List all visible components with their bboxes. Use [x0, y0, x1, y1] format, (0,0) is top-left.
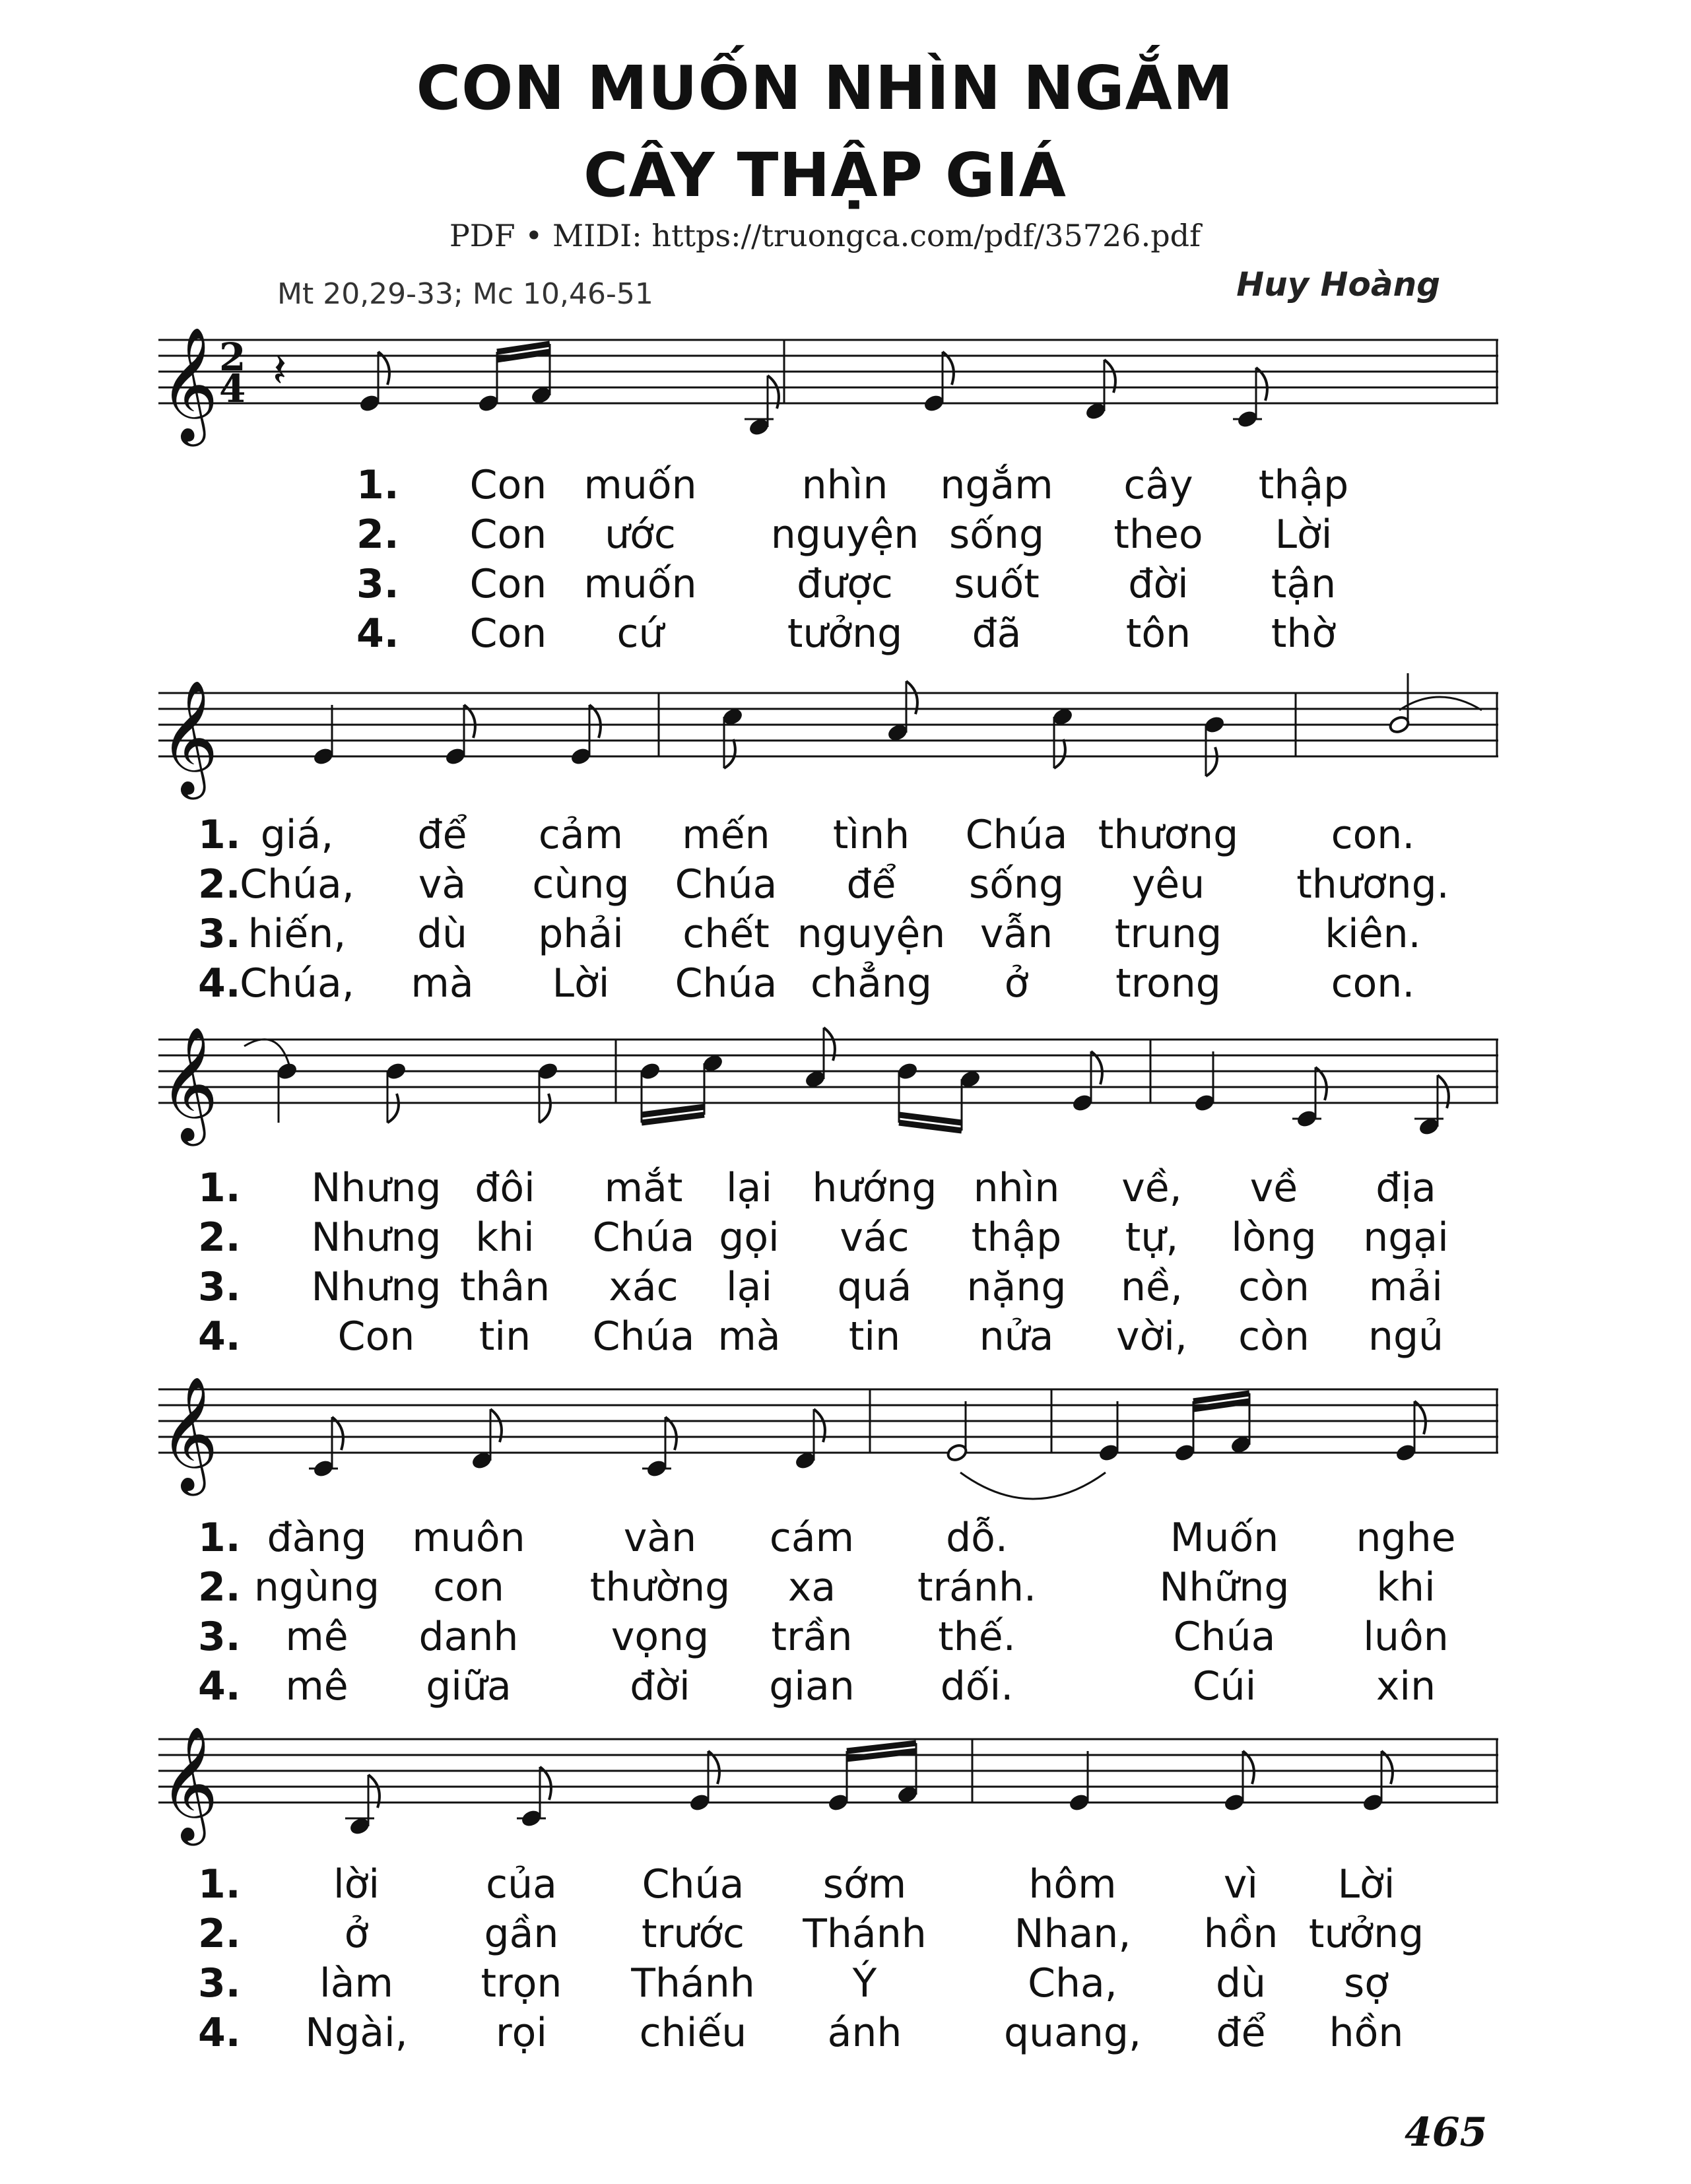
- lyric-syllable: Cha,: [1028, 1960, 1117, 2006]
- verse-line-2: [158, 1564, 1498, 1610]
- verse-line-3: [158, 1614, 1498, 1660]
- lyric-syllable: Con: [469, 512, 547, 558]
- lyric-syllable: Chúa,: [240, 861, 354, 908]
- lyric-syllable: tưởng: [787, 611, 903, 657]
- lyric-syllable: Thánh: [803, 1911, 927, 1957]
- lyric-syllable: yêu: [1131, 861, 1205, 908]
- lyric-syllable: trong: [1115, 960, 1221, 1007]
- lyric-syllable: ngủ: [1368, 1313, 1444, 1360]
- lyric-syllable: vàn: [623, 1515, 697, 1561]
- lyric-syllable: còn: [1238, 1313, 1310, 1360]
- verse-line-3: [158, 911, 1498, 957]
- lyric-syllable: khi: [1376, 1564, 1436, 1610]
- verse-line-4: [158, 2010, 1498, 2056]
- lyric-syllable: sợ: [1344, 1960, 1389, 2006]
- lyric-syllable: mải: [1369, 1264, 1443, 1310]
- lyric-syllable: Cúi: [1192, 1663, 1257, 1709]
- composer-name: Huy Hoàng: [1236, 265, 1440, 304]
- lyric-syllable: đàng: [267, 1515, 367, 1561]
- lyric-syllable: nửa: [979, 1313, 1054, 1360]
- verse-line-3: [158, 1264, 1498, 1310]
- lyric-syllable: xin: [1376, 1663, 1436, 1709]
- verse-number: 2.: [198, 1214, 241, 1261]
- lyric-syllable: con.: [1331, 812, 1415, 858]
- lyric-syllable: Muốn: [1170, 1515, 1279, 1561]
- verse-number: 3.: [198, 1960, 241, 2006]
- verse-number: 4.: [356, 611, 399, 657]
- treble-clef-icon: 𝄞: [160, 1726, 218, 1841]
- lyric-syllable: Con: [469, 462, 547, 508]
- treble-clef-icon: 𝄞: [160, 1026, 218, 1141]
- lyric-syllable: dù: [1215, 1960, 1267, 2006]
- lyric-syllable: Chúa: [642, 1861, 745, 1907]
- lyric-syllable: Nhưng: [311, 1214, 442, 1261]
- verse-number: 4.: [198, 2010, 241, 2056]
- lyric-syllable: nguyện: [770, 512, 919, 558]
- lyric-syllable: và: [418, 861, 467, 908]
- lyric-syllable: gần: [484, 1911, 559, 1957]
- lyric-syllable: chết: [682, 911, 770, 957]
- lyric-syllable: Con: [337, 1313, 415, 1360]
- lyric-syllable: xác: [609, 1264, 679, 1310]
- lyric-syllable: danh: [418, 1614, 519, 1660]
- lyric-syllable: ánh: [827, 2010, 902, 2056]
- lyric-syllable: ngắm: [940, 462, 1053, 508]
- verse-number: 1.: [356, 462, 399, 508]
- lyric-syllable: rọi: [495, 2010, 548, 2056]
- lyric-syllable: thập: [1258, 462, 1349, 508]
- verse-line-2: [158, 512, 1498, 558]
- lyric-syllable: của: [486, 1861, 557, 1907]
- lyric-syllable: cây: [1123, 462, 1193, 508]
- lyric-syllable: lại: [725, 1165, 773, 1211]
- verse-line-2: [158, 1214, 1498, 1261]
- lyric-syllable: Ý: [852, 1960, 877, 2006]
- lyric-syllable: theo: [1113, 512, 1203, 558]
- staff: [158, 1310, 1498, 1491]
- lyric-syllable: đời: [630, 1663, 690, 1709]
- verse-line-1: [158, 1515, 1498, 1561]
- lyric-syllable: luôn: [1363, 1614, 1449, 1660]
- lyric-syllable: muốn: [583, 462, 697, 508]
- lyric-syllable: dối.: [940, 1663, 1014, 1709]
- lyric-syllable: quá: [837, 1264, 912, 1310]
- lyric-syllable: đã: [972, 611, 1022, 657]
- lyric-syllable: cùng: [532, 861, 630, 908]
- staff: [158, 614, 1498, 795]
- lyric-syllable: Nhan,: [1014, 1911, 1131, 1957]
- lyric-syllable: Con: [469, 611, 547, 657]
- lyric-syllable: về,: [1121, 1165, 1182, 1211]
- verse-number: 3.: [356, 561, 399, 607]
- lyric-syllable: thế.: [938, 1614, 1016, 1660]
- lyric-syllable: sống: [948, 512, 1045, 558]
- treble-clef-icon: 𝄞: [160, 680, 218, 795]
- lyric-syllable: nguyện: [797, 911, 946, 957]
- verse-number: 1.: [198, 1861, 241, 1907]
- verse-number: 2.: [198, 1564, 241, 1610]
- lyric-syllable: trần: [771, 1614, 853, 1660]
- lyric-syllable: đôi: [475, 1165, 535, 1211]
- lyric-syllable: về: [1249, 1165, 1298, 1211]
- lyric-syllable: Thánh: [631, 1960, 755, 2006]
- lyric-syllable: Con: [469, 561, 547, 607]
- lyric-syllable: con: [433, 1564, 504, 1610]
- verse-number: 2.: [198, 1911, 241, 1957]
- lyric-syllable: Chúa: [675, 861, 778, 908]
- lyric-syllable: muốn: [583, 561, 697, 607]
- lyric-syllable: ở: [1004, 960, 1029, 1007]
- verse-line-1: [158, 1861, 1498, 1907]
- lyric-syllable: thường: [589, 1564, 731, 1610]
- lyric-syllable: tình: [832, 812, 910, 858]
- lyric-syllable: Nhưng: [311, 1165, 442, 1211]
- lyric-syllable: tin: [848, 1313, 901, 1360]
- lyric-syllable: con.: [1331, 960, 1415, 1007]
- lyric-syllable: dù: [416, 911, 468, 957]
- lyric-syllable: Chúa,: [240, 960, 354, 1007]
- lyric-syllable: cảm: [538, 812, 624, 858]
- lyric-syllable: mà: [717, 1313, 781, 1360]
- lyric-syllable: hôm: [1028, 1861, 1117, 1907]
- lyric-syllable: Nhưng: [311, 1264, 442, 1310]
- lyric-syllable: thân: [459, 1264, 550, 1310]
- staff: [158, 960, 1498, 1141]
- lyric-syllable: Lời: [552, 960, 610, 1007]
- page-number: 465: [1405, 2109, 1488, 2156]
- lyric-syllable: mến: [682, 812, 770, 858]
- lyric-syllable: lời: [333, 1861, 380, 1907]
- lyric-syllable: hồn: [1203, 1911, 1278, 1957]
- lyric-syllable: hiến,: [248, 911, 347, 957]
- lyric-syllable: giá,: [260, 812, 334, 858]
- time-signature: [219, 335, 246, 411]
- lyric-syllable: ngùng: [253, 1564, 380, 1610]
- verse-number: 1.: [198, 812, 241, 858]
- lyric-syllable: nhìn: [801, 462, 888, 508]
- lyric-syllable: hồn: [1329, 2010, 1404, 2056]
- lyric-syllable: chiếu: [639, 2010, 747, 2056]
- lyric-syllable: Chúa: [592, 1214, 695, 1261]
- lyric-syllable: kiên.: [1325, 911, 1421, 957]
- lyric-syllable: Những: [1159, 1564, 1290, 1610]
- lyric-syllable: còn: [1238, 1264, 1310, 1310]
- lyric-syllable: vọng: [611, 1614, 710, 1660]
- verse-line-1: [158, 1165, 1498, 1211]
- lyric-syllable: tránh.: [917, 1564, 1037, 1610]
- lyric-syllable: vời,: [1116, 1313, 1187, 1360]
- lyric-syllable: tôn: [1125, 611, 1191, 657]
- title-line-1: CON MUỐN NHÌN NGẮM: [416, 53, 1234, 123]
- lyric-syllable: trước: [642, 1911, 745, 1957]
- lyric-syllable: cám: [769, 1515, 855, 1561]
- lyric-syllable: gian: [769, 1663, 855, 1709]
- lyric-syllable: trung: [1114, 911, 1222, 957]
- lyric-syllable: để: [846, 861, 896, 908]
- lyric-syllable: dỗ.: [946, 1515, 1008, 1561]
- lyric-syllable: Ngài,: [305, 2010, 408, 2056]
- lyric-syllable: hướng: [812, 1165, 937, 1211]
- lyric-syllable: nhìn: [973, 1165, 1060, 1211]
- lyric-syllable: thập: [971, 1214, 1062, 1261]
- lyric-syllable: tận: [1271, 561, 1337, 607]
- lyric-syllable: tự,: [1125, 1214, 1179, 1261]
- verse-number: 4.: [198, 960, 241, 1007]
- treble-clef-icon: 𝄞: [160, 1376, 218, 1491]
- lyric-syllable: gọi: [719, 1214, 779, 1261]
- lyric-syllable: nề,: [1120, 1264, 1183, 1310]
- lyric-syllable: địa: [1376, 1165, 1436, 1211]
- lyric-syllable: giữa: [426, 1663, 512, 1709]
- lyric-syllable: quang,: [1003, 2010, 1142, 2056]
- lyric-syllable: Chúa: [1173, 1614, 1276, 1660]
- lyric-syllable: khi: [475, 1214, 535, 1261]
- lyric-syllable: xa: [787, 1564, 836, 1610]
- verse-number: 4.: [198, 1663, 241, 1709]
- lyric-syllable: vẫn: [979, 911, 1053, 957]
- verse-line-2: [158, 1911, 1498, 1957]
- treble-clef-icon: 𝄞: [160, 327, 218, 442]
- lyric-syllable: mà: [411, 960, 474, 1007]
- staff: [158, 1660, 1498, 1841]
- verse-line-1: [158, 812, 1498, 858]
- pdf-midi-link[interactable]: PDF • MIDI: https://truongca.com/pdf/35726.pdf: [449, 218, 1201, 253]
- lyric-syllable: ngại: [1363, 1214, 1449, 1261]
- verse-number: 2.: [198, 861, 241, 908]
- lyric-syllable: đời: [1128, 561, 1189, 607]
- lyric-syllable: chẳng: [811, 960, 932, 1007]
- verse-number: 4.: [198, 1313, 241, 1360]
- lyric-syllable: vì: [1223, 1861, 1259, 1907]
- lyric-syllable: mắt: [604, 1165, 683, 1211]
- verse-number: 3.: [198, 911, 241, 957]
- lyric-syllable: tưởng: [1308, 1911, 1424, 1957]
- verse-line-1: [158, 462, 1498, 508]
- lyric-syllable: thờ: [1271, 611, 1337, 657]
- lyric-syllable: để: [417, 812, 467, 858]
- lyric-syllable: Lời: [1275, 512, 1333, 558]
- lyric-syllable: nặng: [966, 1264, 1067, 1310]
- lyric-syllable: Chúa: [965, 812, 1068, 858]
- lyric-syllable: ở: [344, 1911, 369, 1957]
- lyric-syllable: để: [1216, 2010, 1266, 2056]
- svg-text:𝄽: 𝄽: [273, 343, 287, 397]
- lyric-syllable: mê: [285, 1614, 348, 1660]
- lyric-syllable: sống: [968, 861, 1065, 908]
- lyric-syllable: phải: [538, 911, 624, 957]
- lyric-syllable: lòng: [1231, 1214, 1317, 1261]
- staff: [158, 261, 1498, 442]
- lyric-syllable: lại: [725, 1264, 773, 1310]
- verse-number: 2.: [356, 512, 399, 558]
- lyric-syllable: cứ: [616, 611, 664, 657]
- lyric-syllable: được: [797, 561, 893, 607]
- lyric-syllable: thương.: [1296, 861, 1449, 908]
- verse-line-3: [158, 561, 1498, 607]
- lyric-syllable: Lời: [1337, 1861, 1395, 1907]
- lyric-syllable: mê: [285, 1663, 348, 1709]
- verse-number: 3.: [198, 1264, 241, 1310]
- lyric-syllable: tin: [479, 1313, 531, 1360]
- lyric-syllable: vác: [840, 1214, 910, 1261]
- lyric-syllable: trọn: [481, 1960, 562, 2006]
- lyric-syllable: sớm: [822, 1861, 907, 1907]
- lyric-syllable: thương: [1098, 812, 1239, 858]
- lyric-syllable: Chúa: [592, 1313, 695, 1360]
- verse-number: 3.: [198, 1614, 241, 1660]
- svg-text:4: 4: [219, 366, 246, 411]
- title-line-2: CÂY THẬP GIÁ: [583, 140, 1067, 211]
- lyric-syllable: ước: [605, 512, 676, 558]
- lyric-syllable: Chúa: [675, 960, 778, 1007]
- scripture-reference: Mt 20,29-33; Mc 10,46-51: [277, 277, 653, 311]
- svg-text:2: 2: [219, 335, 246, 380]
- verse-line-2: [158, 861, 1498, 908]
- lyric-syllable: muôn: [412, 1515, 525, 1561]
- lyric-syllable: suốt: [954, 561, 1040, 607]
- verse-number: 1.: [198, 1165, 241, 1211]
- lyric-syllable: nghe: [1356, 1515, 1456, 1561]
- lyric-syllable: làm: [319, 1960, 393, 2006]
- verse-line-3: [158, 1960, 1498, 2006]
- verse-number: 1.: [198, 1515, 241, 1561]
